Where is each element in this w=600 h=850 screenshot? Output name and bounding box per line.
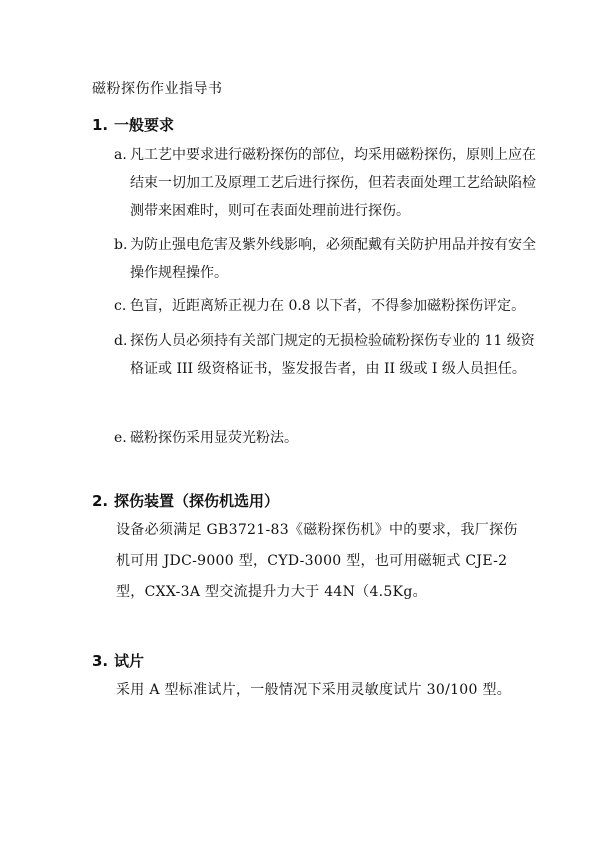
section-2-paragraph: 设备必须满足 GB3721-83《磁粉探伤机》中的要求，我厂探伤机可用 JDC-9000 型，CYD-3000 型，也可用磁轭式 CJE-2 型，CXX-3A 型交流提升力大于 44N（4.5Kg。: [116, 522, 518, 600]
section-1-heading: [92, 114, 174, 135]
section-3-paragraph: 采用 A 型标准试片，一般情况下采用灵敏度试片 30/100 型。: [116, 682, 512, 698]
list-item-marker: d.: [114, 333, 128, 349]
section-1-title: 一般要求: [114, 116, 175, 134]
list-item-marker: b.: [114, 237, 128, 253]
list-item-text: 磁粉探伤采用显荧光粉法。: [130, 430, 298, 446]
section-2-title: 探伤装置（探伤机选用）: [114, 492, 280, 510]
section-1-number: 1.: [92, 116, 109, 134]
section-3-number: 3.: [92, 652, 109, 670]
list-item-e: [114, 424, 542, 452]
section-3-title: 试片: [114, 652, 145, 670]
list-item-marker: a.: [114, 147, 127, 163]
section-2-heading: [92, 490, 279, 511]
list-item-text: 凡工艺中要求进行磁粉探伤的部位，均采用磁粉探伤，原则上应在结束一切加工及原理工艺后进行探伤，但若表面处理工艺给缺陷检测带来困难时，则可在表面处理前进行探伤。: [130, 147, 536, 219]
list-item-marker: e.: [114, 430, 127, 446]
document-title: 磁粉探伤作业指导书: [92, 81, 223, 97]
list-item-b: [114, 231, 542, 287]
list-item-a: [114, 141, 542, 225]
list-item-text: 为防止强电危害及紫外线影响，必须配戴有关防护用品并按有安全操作规程操作。: [130, 237, 536, 281]
list-item-text: 色盲，近距离矫正视力在 0.8 以下者，不得参加磁粉探伤评定。: [130, 298, 526, 314]
list-item-d: [114, 327, 542, 383]
section-3-heading: [92, 650, 144, 671]
list-item-text: 探伤人员必须持有关部门规定的无损检验硫粉探伤专业的 11 级资格证或 III 级资格证书，鉴发报告者，由 II 级或 I 级人员担任。: [130, 333, 535, 377]
list-item-marker: c.: [114, 298, 127, 314]
section-2-number: 2.: [92, 492, 109, 510]
list-item-c: [114, 292, 542, 320]
